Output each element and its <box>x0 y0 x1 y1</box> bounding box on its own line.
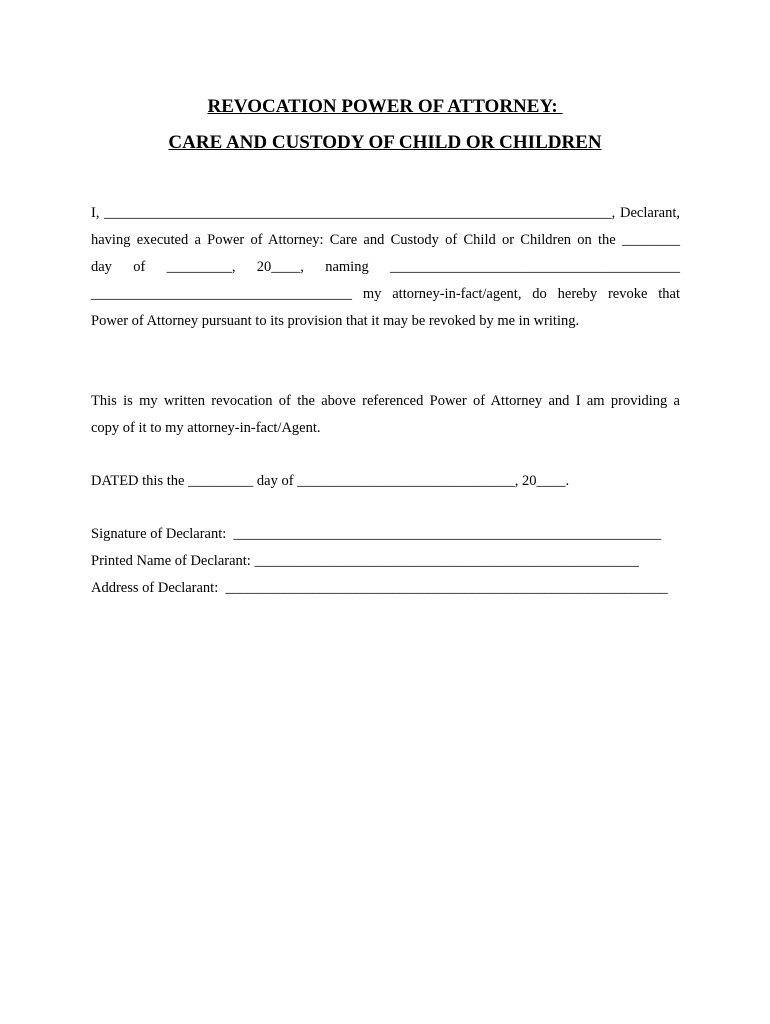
executed-line: having executed a Power of Attorney: Care and Custody of Child or Children on the ________ <box>91 232 680 248</box>
written-revocation-line: This is my written revocation of the above referenced Power of Attorney and I am providing a <box>91 393 680 409</box>
signature-line: Signature of Declarant: ___________________________________________________________ <box>91 526 662 542</box>
copy-line: copy of it to my attorney-in-fact/Agent. <box>91 420 321 436</box>
address-line: Address of Declarant: _____________________________________________________________ <box>91 580 668 596</box>
dated-line: DATED this the _________ day of ______________________________, 20____. <box>91 473 570 489</box>
document-title-line1: REVOCATION POWER OF ATTORNEY: <box>207 96 563 117</box>
printed-name-line: Printed Name of Declarant: _____________________________________________________ <box>91 553 639 569</box>
declarant-line: I, ______________________________________________________________________, Declarant, <box>91 205 680 221</box>
document-title-line2: CARE AND CUSTODY OF CHILD OR CHILDREN <box>168 132 602 153</box>
revoke-line: Power of Attorney pursuant to its provision that it may be revoked by me in writing. <box>91 313 580 329</box>
agent-line: ____________________________________ my attorney-in-fact/agent, do hereby revoke that <box>91 286 680 302</box>
naming-line: day of _________, 20____, naming ________________________________________ <box>91 259 680 275</box>
